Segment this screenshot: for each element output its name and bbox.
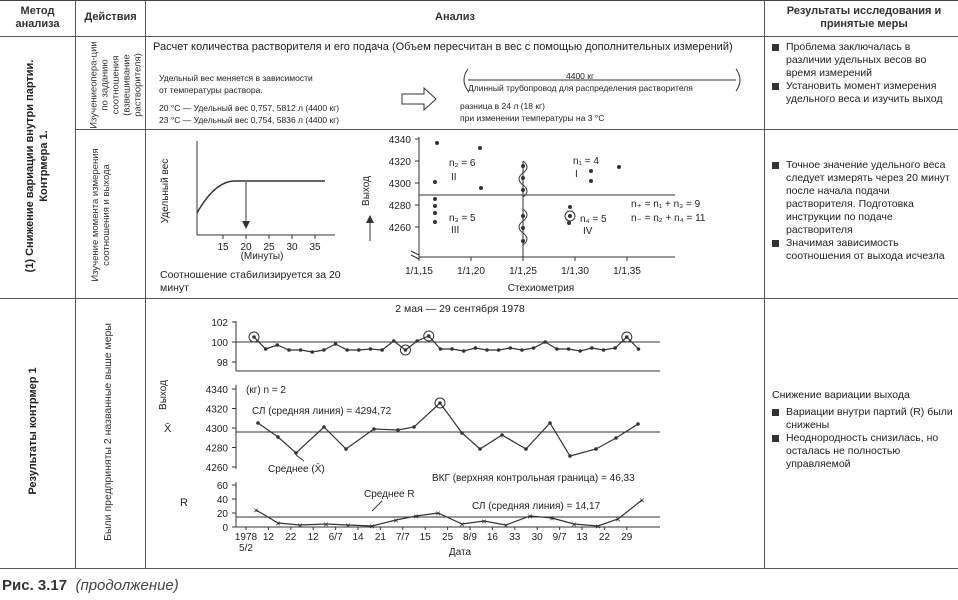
xbar-tick-label: 4280: [205, 443, 228, 455]
top-point: [310, 350, 314, 354]
mean-r-label: Среднее R: [364, 489, 415, 500]
xbar-point: [256, 421, 260, 425]
calc-decor: [380, 66, 770, 106]
r-point: ×: [297, 520, 303, 531]
xbar-point: [614, 436, 618, 440]
r-tick-label: 60: [216, 481, 228, 492]
results-row1a: [772, 41, 954, 106]
control-yield-label: Выход: [158, 380, 169, 410]
figure-caption: [2, 577, 179, 594]
r-point: ×: [253, 505, 259, 516]
top-point: [602, 348, 606, 352]
q1-label: I: [575, 169, 578, 180]
stabilizes-text: Соотношение стабилизируется за 20 минут: [160, 269, 341, 294]
xbar-point: [478, 447, 482, 451]
r-point: ×: [481, 516, 487, 527]
method-row1: (1) Снижение вариации внутри партии. Контрмера 1.: [24, 59, 50, 273]
header-actions: Действия: [84, 11, 137, 23]
ucl-label: ВКГ (верхняя контрольная граница) = 46,33: [432, 473, 635, 484]
header-method: Метод анализа: [15, 5, 60, 30]
top-point: [322, 348, 326, 352]
scatter-point: [521, 188, 525, 192]
control-charts: [150, 299, 762, 567]
q4-label: IV: [583, 226, 593, 237]
top-point: [520, 348, 524, 352]
mean-r-pointer: [372, 501, 382, 511]
mean-label: Среднее (X̄): [268, 464, 325, 475]
top-point: [497, 348, 501, 352]
cl-xbar-label: СЛ (средняя линия) = 4294,72: [252, 406, 392, 417]
sg-23: 23 °C — Удельный вес 0,754, 5836 л (4400 кг): [159, 115, 340, 125]
scatter-y-label: 4320: [388, 157, 411, 168]
top-point: [590, 346, 594, 350]
date-label: Дата: [448, 547, 472, 558]
top-point: [625, 335, 629, 339]
down-arrow-icon: [242, 221, 250, 229]
xbar-tick-label: 4260: [205, 463, 228, 474]
mean-pointer: [296, 455, 304, 461]
action-row1b: Изучение момента измерения соотношения и выхода: [90, 148, 112, 282]
diff-2: при изменении температуры на 3 °C: [460, 113, 605, 123]
date-tick-label: 1978: [234, 532, 258, 543]
r-point: ×: [435, 508, 441, 519]
r-tick-label: 0: [222, 523, 228, 534]
result-item: Точное значение удельного веса следует измерять через 20 минут после начала подачи растворителя. Подготовка инструкции по подаче растворителя: [786, 159, 950, 236]
top-point: [555, 347, 559, 351]
scatter-point: [433, 180, 437, 184]
r-point: ×: [413, 511, 419, 522]
frac-bottom: Длинный трубопровод для распределения растворителя: [468, 83, 693, 93]
xbar-point: [372, 427, 376, 431]
xbar-point: [276, 435, 280, 439]
date-tick-label: 16: [486, 532, 498, 543]
sg-tick-label: 15: [217, 242, 229, 253]
xbar-label: X̄: [164, 423, 172, 435]
scatter-point: [568, 214, 572, 218]
r-point: ×: [503, 520, 509, 531]
frac-top: 4400 кг: [566, 71, 595, 81]
result-item: Проблема заключалась в различии удельных весов во время измерений: [786, 41, 927, 79]
xbar-point: [294, 451, 298, 455]
top-point: [543, 340, 547, 344]
xbar-point: [548, 421, 552, 425]
scatter-point: [521, 214, 525, 218]
top-point: [567, 347, 571, 351]
cl-r-label: СЛ (средняя линия) = 14,17: [472, 501, 601, 512]
top-point: [509, 346, 513, 350]
top-point: [276, 343, 280, 347]
scatter-x-label: 1/1,25: [509, 266, 537, 277]
top-point: [369, 347, 373, 351]
up-arrow-icon: [366, 215, 374, 223]
scatter-point: [433, 220, 437, 224]
stoich-label: Стехиометрия: [507, 283, 575, 294]
sg-tick-label: 20: [240, 242, 252, 253]
result-item: Неоднородность снизилась, но осталась не полностью управляемой: [786, 432, 939, 470]
period-label: 2 мая — 29 сентября 1978: [395, 303, 525, 315]
r-point: ×: [639, 495, 645, 506]
date-tick-label: 25: [442, 532, 454, 543]
top-point: [334, 342, 338, 346]
scatter-y-label: 4260: [388, 223, 411, 234]
sg-tick-label: 35: [309, 242, 321, 253]
nplus-label: n₊ = n₁ + n₃ = 9: [631, 199, 701, 210]
scatter-point: [521, 176, 525, 180]
sg-tick-label: 30: [286, 242, 298, 253]
r-point: ×: [459, 519, 465, 530]
sg-tick-label: 25: [263, 242, 275, 253]
date-tick-label: 30: [531, 532, 543, 543]
top-point: [462, 349, 466, 353]
method-row2: Результаты контрмер 1: [27, 367, 39, 495]
xbar-tick-label: 4300: [205, 424, 228, 435]
top-point: [485, 348, 489, 352]
scatter-y-label: 4300: [388, 179, 411, 190]
date-tick-label: 33: [509, 532, 521, 543]
summary-text: Снижение вариации выхода: [772, 389, 910, 401]
kg-n-label: (кг) n = 2: [246, 385, 286, 396]
top-tick-label: 102: [211, 318, 228, 329]
calc-title: Расчет количества растворителя и его подача (Объем пересчитан в вес с помощью дополнительных измерений): [153, 41, 733, 53]
result-item: Установить момент измерения удельного веса и изучить выход: [786, 80, 943, 105]
sg-note-2: от температуры раствора.: [159, 85, 263, 95]
xbar-point: [594, 447, 598, 451]
top-point: [415, 339, 419, 343]
scatter-point: [568, 205, 572, 209]
q3-label: III: [451, 225, 460, 236]
date-tick-label: 9/7: [552, 532, 567, 543]
sg-axis-label: Удельный вес: [160, 158, 171, 224]
sg-20: 20 °C — Удельный вес 0,757, 5812 л (4400 кг): [159, 103, 340, 113]
n4-label: n₄ = 5: [580, 214, 607, 225]
xbar-point: [344, 447, 348, 451]
scatter-point: [589, 179, 593, 183]
header-results: Результаты исследования и принятые меры: [786, 5, 942, 30]
nminus-label: n₋ = n₂ + n₄ = 11: [631, 213, 706, 224]
date-tick-label: 22: [285, 532, 297, 543]
top-point: [532, 346, 536, 350]
right-arrow-icon: [402, 88, 436, 110]
r-point: ×: [595, 521, 601, 532]
xbar-point: [396, 428, 400, 432]
date-tick-label: 6/7: [328, 532, 343, 543]
xbar-point: [636, 422, 640, 426]
top-point: [637, 347, 641, 351]
scatter-point: [521, 164, 525, 168]
top-point: [287, 348, 291, 352]
scatter-chart: [355, 131, 706, 299]
scatter-x-label: 1/1,35: [613, 266, 641, 277]
date-tick-label: 14: [352, 532, 364, 543]
result-item: Значимая зависимость соотношения от выхода исчезла: [786, 237, 945, 262]
top-point: [299, 348, 303, 352]
diff-1: разница в 24 л (18 кг): [460, 101, 545, 111]
date-tick-label: 15: [419, 532, 431, 543]
top-point: [380, 348, 384, 352]
results-row1b: [772, 159, 954, 263]
minutes-label: (Минуты): [240, 251, 284, 262]
n2-label: n₂ = 6: [449, 158, 476, 169]
r-tick-label: 40: [216, 495, 228, 506]
r-label: R: [180, 497, 188, 509]
xbar-tick-label: 4340: [205, 385, 228, 396]
scatter-point: [433, 204, 437, 208]
r-point: ×: [369, 521, 375, 532]
top-point: [439, 347, 443, 351]
xbar-tick-label: 4320: [205, 404, 228, 416]
date-tick-label: 7/7: [395, 532, 410, 543]
xbar-point: [460, 431, 464, 435]
top-point: [252, 335, 256, 339]
scatter-y-label: 4340: [388, 135, 411, 146]
header-analysis: Анализ: [435, 11, 475, 23]
scatter-point: [433, 211, 437, 215]
top-point: [392, 339, 396, 343]
scatter-point: [433, 197, 437, 201]
results-row2: [772, 389, 954, 471]
date-tick-label: 12: [307, 532, 319, 543]
r-point: ×: [323, 519, 329, 530]
n1-label: n₁ = 4: [573, 156, 599, 167]
r-tick-label: 20: [216, 509, 228, 520]
top-tick-label: 100: [211, 338, 228, 349]
scatter-x-label: 1/1,20: [457, 266, 485, 277]
top-tick-label: 98: [216, 358, 228, 369]
date-tick-label: 13: [576, 532, 588, 543]
scatter-point: [435, 141, 439, 145]
xbar-point: [500, 433, 504, 437]
top-point: [578, 349, 582, 353]
scatter-x-label: 1/1,30: [561, 266, 589, 277]
top-point: [427, 334, 431, 338]
sg-note-1: Удельный вес меняется в зависимости: [159, 73, 313, 83]
scatter-x-label: 1/1,15: [405, 266, 433, 277]
xbar-point: [524, 447, 528, 451]
scatter-point: [479, 186, 483, 190]
top-point: [450, 347, 454, 351]
r-point: ×: [527, 511, 533, 522]
xbar-point: [438, 401, 442, 405]
scatter-point: [589, 169, 593, 173]
figure-number: Рис. 3.17: [2, 577, 68, 594]
top-point: [613, 346, 617, 350]
date-tick-label: 12: [262, 532, 274, 543]
scatter-point: [478, 146, 482, 150]
scatter-point: [567, 221, 571, 225]
result-item: Вариации внутри партий (R) были снижены: [786, 406, 953, 431]
r-point: ×: [571, 519, 577, 530]
top-point: [345, 348, 349, 352]
scatter-y-label: 4280: [388, 201, 411, 212]
figure-cont: (продолжение): [75, 577, 179, 594]
top-point: [474, 346, 478, 350]
scatter-point: [617, 165, 621, 169]
top-point: [404, 348, 408, 352]
r-point: ×: [345, 520, 351, 531]
r-point: ×: [615, 514, 621, 525]
n3-label: n₃ = 5: [449, 213, 476, 224]
q2-label: II: [451, 172, 457, 183]
r-point: ×: [275, 518, 281, 529]
xbar-point: [322, 425, 326, 429]
scatter-point: [521, 239, 525, 243]
scatter-point: [521, 226, 525, 230]
r-point: ×: [549, 513, 555, 524]
date-tick-label: 21: [374, 532, 386, 543]
action-row1a: Изучениеопера-ции по заданию соотношения (взвешивание растворителя): [88, 41, 144, 129]
date-sub: 5/2: [239, 543, 253, 554]
date-tick-label: 8/9: [463, 532, 477, 543]
date-tick-label: 29: [621, 532, 633, 543]
action-row2: Были предприняты 2 названные выше меры: [102, 323, 114, 541]
r-point: ×: [393, 515, 399, 526]
date-tick-label: 22: [598, 532, 610, 543]
top-point: [264, 347, 268, 351]
xbar-point: [568, 454, 572, 458]
xbar-point: [412, 425, 416, 429]
scatter-yield-label: Выход: [361, 176, 372, 206]
top-point: [357, 348, 361, 352]
